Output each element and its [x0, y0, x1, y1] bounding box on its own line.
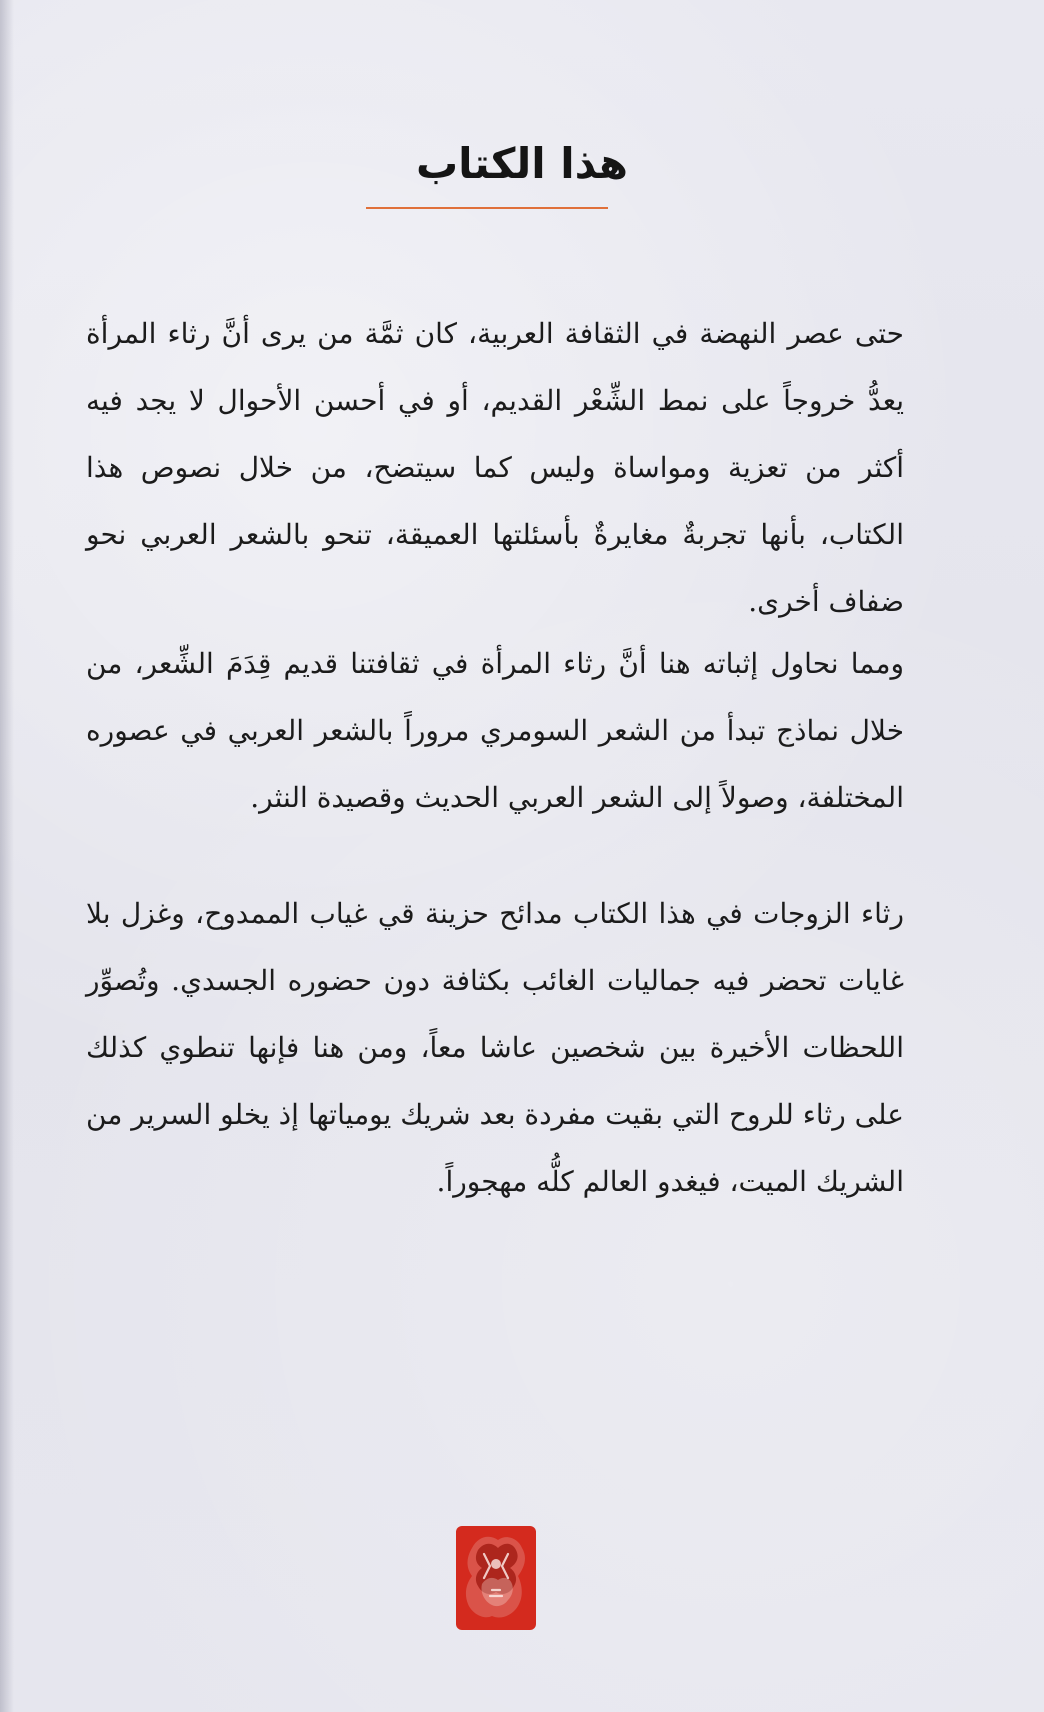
page-edge-shadow — [0, 0, 14, 1712]
paragraph-1 — [86, 300, 904, 635]
page-title: هذا الكتاب — [415, 139, 629, 188]
title-underline — [366, 207, 608, 209]
publisher-logo-icon — [454, 1524, 538, 1632]
paragraph-2-text: ومما نحاول إثباته هنا أنَّ رثاء المرأة في ثقافتنا قديم قِدَمَ الشِّعر، من خلال نماذج تبدأ من الشعر السومري مروراً بالشعر العربي في عصوره المختلفة، وصولاً إلى الشعر العربي الحديث وقصيدة النثر. — [86, 647, 904, 814]
paragraph-3 — [86, 880, 904, 1215]
paragraph-3-text: رثاء الزوجات في هذا الكتاب مدائح حزينة قي غياب الممدوح، وغزل بلا غايات تحضر فيه جماليات الغائب بكثافة دون حضوره الجسدي. وتُصوِّر اللحظات الأخيرة بين شخصين عاشا معاً، ومن هنا فإنها تنطوي كذلك على رثاء للروح التي بقيت مفردة بعد شريك يومياتها إذ يخلو السرير من الشريك الميت، فيغدو العالم كلُّه مهجوراً. — [86, 897, 904, 1198]
paragraph-2 — [86, 630, 904, 831]
paragraph-1-text: حتى عصر النهضة في الثقافة العربية، كان ثمَّة من يرى أنَّ رثاء المرأة يعدُّ خروجاً على نمط الشِّعْر القديم، أو في أحسن الأحوال لا يجد فيه أكثر من تعزية ومواساة وليس كما سيتضح، من خلال نصوص هذا الكتاب، بأنها تجربةٌ مغايرةٌ بأسئلتها العميقة، تنحو بالشعر العربي نحو ضفاف أخرى. — [86, 317, 904, 618]
